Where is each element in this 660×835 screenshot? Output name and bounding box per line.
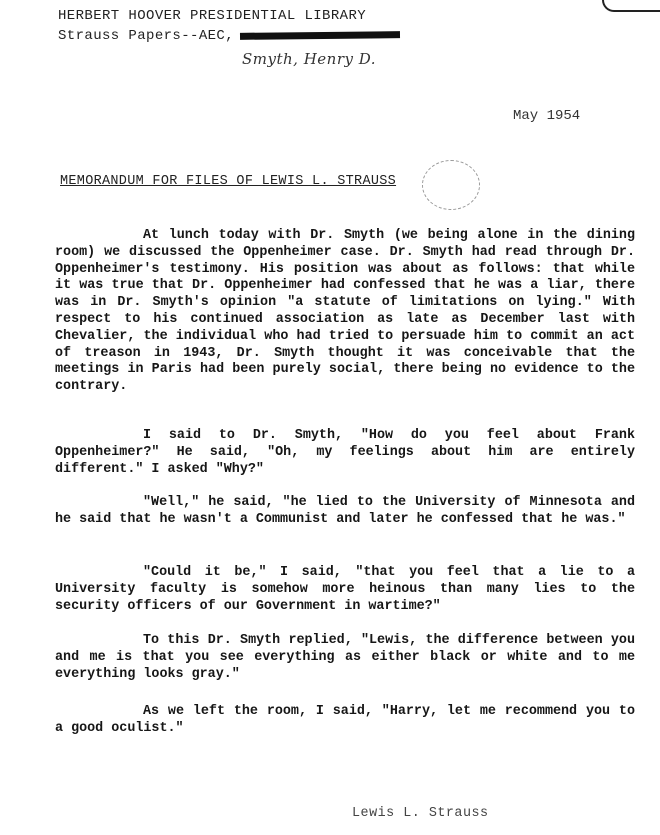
memo-paragraph-4: "Could it be," I said, "that you feel that a lie to a University faculty is somehow more heinous than many lies to the security officers of our Government in wartime?"	[55, 565, 635, 614]
archive-stamp	[422, 160, 480, 210]
memo-paragraph-6: As we left the room, I said, "Harry, let me recommend you to a good oculist."	[55, 704, 635, 736]
memo-paragraph-3: "Well," he said, "he lied to the University of Minnesota and he said that he wasn't a Communist and later he confessed that he was."	[55, 495, 635, 527]
handwritten-note: Smyth, Henry D.	[242, 50, 376, 68]
redaction-bar	[240, 31, 400, 40]
memo-paragraph-2: I said to Dr. Smyth, "How do you feel about Frank Oppenheimer?" He said, "Oh, my feelings about him are entirely different." I asked "Why?"	[55, 428, 635, 477]
page-corner-mark	[602, 0, 660, 12]
library-header: HERBERT HOOVER PRESIDENTIAL LIBRARY	[58, 8, 367, 24]
memo-paragraph-1: At lunch today with Dr. Smyth (we being alone in the dining room) we discussed the Oppenheimer case. Dr. Smyth had read through Dr. Oppenheimer's testimony. His position was about as follows: that while it was true that Dr. Oppenheimer had confessed that he was a liar, there was in Dr. Smyth's opinion "a statute of limitations on lying." With respect to his continued association as late as December last with Chevalier, the individual who had tried to persuade him to commit an act of treason in 1943, Dr. Smyth thought it was conceivable that the meetings in Paris had been purely social, there being no evidence to the contrary.	[55, 228, 635, 395]
collection-header	[58, 28, 400, 44]
signature: Lewis L. Strauss	[352, 806, 489, 821]
collection-label: Strauss Papers--AEC,	[58, 28, 235, 44]
memo-title: MEMORANDUM FOR FILES OF LEWIS L. STRAUSS	[60, 174, 397, 189]
memo-paragraph-5: To this Dr. Smyth replied, "Lewis, the difference between you and me is that you see everything as either black or white and to me everything looks gray."	[55, 633, 635, 682]
memo-date: May 1954	[513, 108, 581, 124]
